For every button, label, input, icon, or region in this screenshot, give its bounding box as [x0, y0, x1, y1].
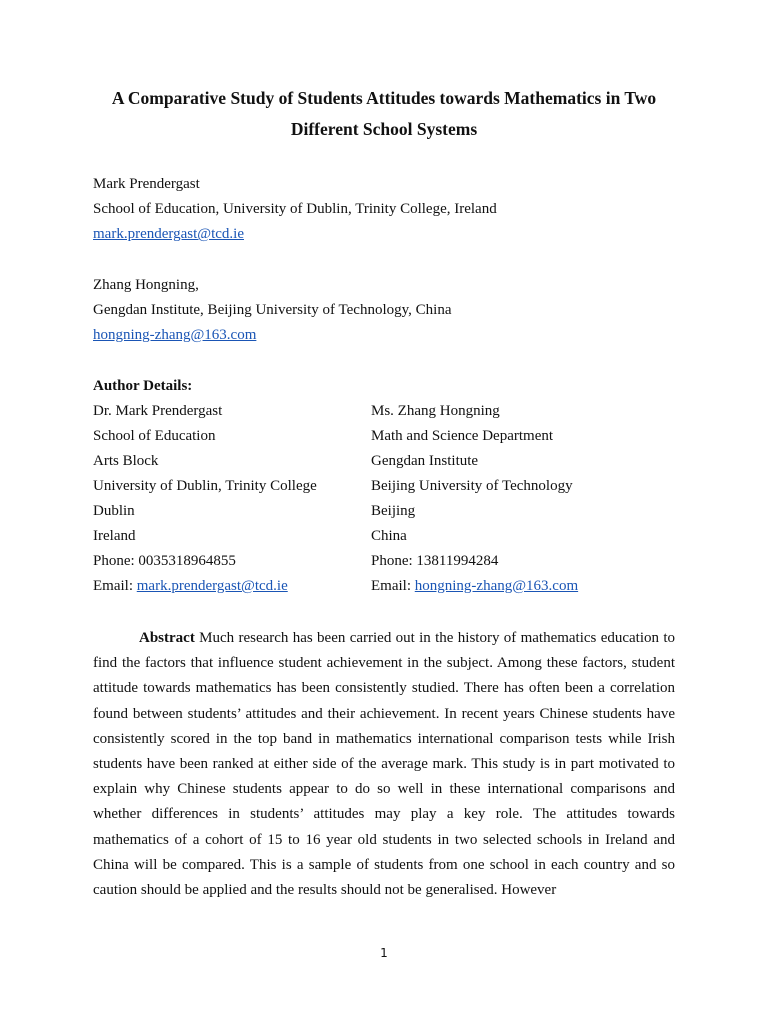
right-detail-institution: Beijing University of Technology	[371, 478, 573, 494]
left-email-label: Email:	[93, 578, 137, 594]
right-email-link[interactable]: hongning-zhang@163.com	[414, 578, 579, 594]
left-detail-dept: School of Education	[93, 428, 216, 444]
left-detail-city: Dublin	[93, 503, 135, 519]
title-line-2: Different School Systems	[290, 119, 478, 139]
right-detail-phone: Phone: 13811994284	[371, 553, 499, 569]
abstract-label: Abstract	[139, 630, 195, 646]
author-2-name: Zhang Hongning,	[93, 277, 199, 293]
left-detail-email	[93, 577, 288, 595]
abstract-paragraph	[93, 626, 675, 903]
right-detail-country: China	[371, 528, 407, 544]
paper-title	[60, 83, 708, 145]
left-detail-phone: Phone: 0035318964855	[93, 553, 236, 569]
right-detail-dept: Math and Science Department	[371, 428, 554, 444]
left-email-link[interactable]: mark.prendergast@tcd.ie	[136, 578, 288, 594]
right-detail-city: Beijing	[371, 503, 416, 519]
author-1-name: Mark Prendergast	[93, 176, 200, 192]
author-2-affiliation: Gengdan Institute, Beijing University of Technology, China	[93, 302, 452, 318]
abstract-text: Much research has been carried out in the history of mathematics education to find the factors that influence student achievement in the subject. Among these factors, student attitude towards mathematics has been consistently studied. There has often been a correlation found between students’ attitudes and their achievement. In recent years Chinese students have consistently scored in the top band in mathematics international comparison tests while Irish students have been ranked at either side of the average mark. This study is in part motivated to explain why Chinese students appear to do so well in these international comparisons and whether differences in students’ attitudes may play a key role. The attitudes towards mathematics of a cohort of 15 to 16 year old students in two selected schools in Ireland and China will be compared. This is a sample of students from one school in each country and so caution should be applied and the results should not be generalised. However	[93, 630, 675, 899]
author-details-heading: Author Details:	[93, 378, 193, 394]
right-detail-name: Ms. Zhang Hongning	[371, 403, 500, 419]
author-2-email-link[interactable]: hongning-zhang@163.com	[93, 327, 257, 343]
left-detail-building: Arts Block	[93, 453, 159, 469]
left-detail-name: Dr. Mark Prendergast	[93, 403, 223, 419]
right-detail-email	[371, 577, 578, 595]
right-email-label: Email:	[371, 578, 415, 594]
title-line-1: A Comparative Study of Students Attitudes towards Mathematics in Two	[111, 88, 657, 108]
page-number: 1	[380, 946, 388, 960]
author-1-email-link[interactable]: mark.prendergast@tcd.ie	[93, 226, 244, 242]
left-detail-institution: University of Dublin, Trinity College	[93, 478, 317, 494]
author-1-affiliation: School of Education, University of Dublin, Trinity College, Ireland	[93, 201, 497, 217]
right-detail-building: Gengdan Institute	[371, 453, 479, 469]
left-detail-country: Ireland	[93, 528, 136, 544]
